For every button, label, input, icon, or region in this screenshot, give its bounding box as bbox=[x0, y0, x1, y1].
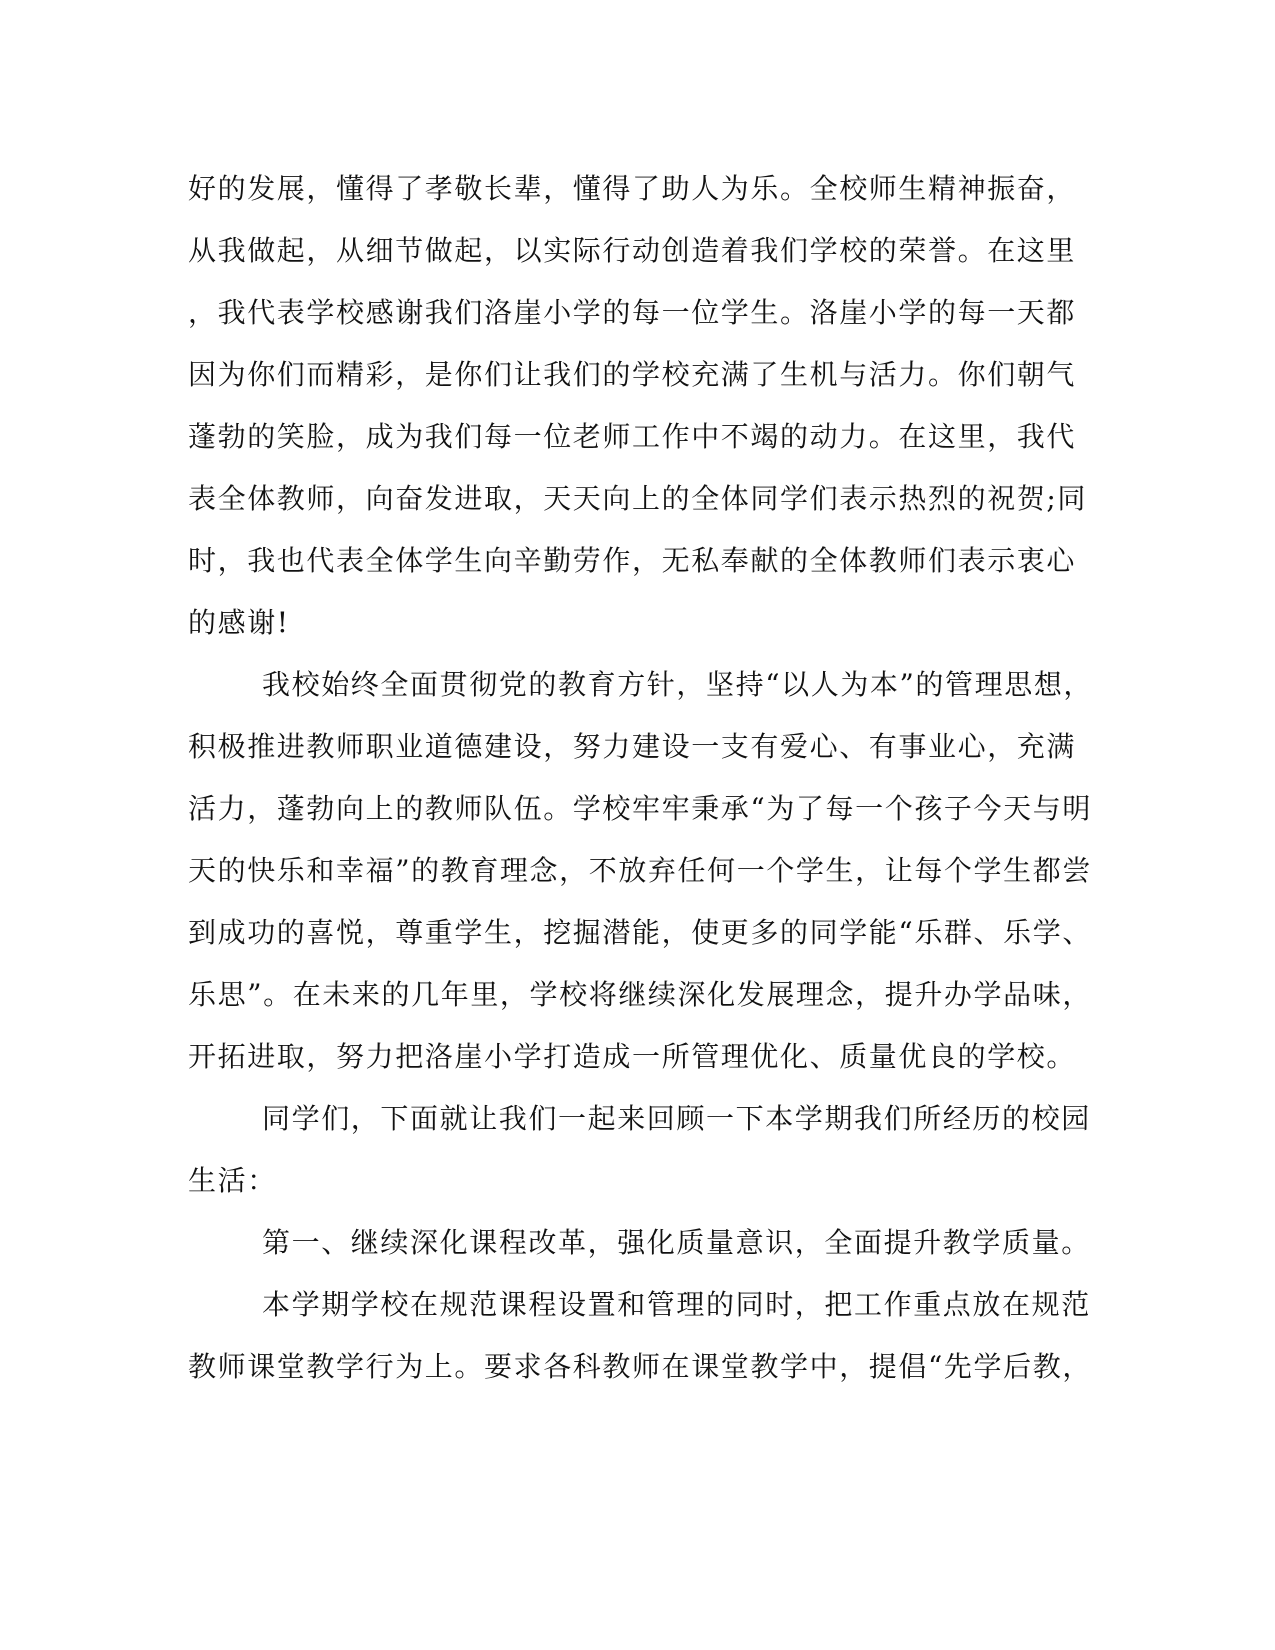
text-line-13: 到成功的喜悦，尊重学生，挖掘潜能，使更多的同学能“乐群、乐学、 bbox=[188, 916, 1092, 949]
text-line-10: 积极推进教师职业道德建设，努力建设一支有爱心、有事业心，充满 bbox=[188, 730, 1077, 763]
text-line-19: 本学期学校在规范课程设置和管理的同时，把工作重点放在规范 bbox=[262, 1288, 1091, 1321]
text-line-5: 蓬勃的笑脸，成为我们每一位老师工作中不竭的动力。在这里，我代 bbox=[188, 420, 1077, 453]
text-line-2: 从我做起，从细节做起，以实际行动创造着我们学校的荣誉。在这里 bbox=[188, 234, 1077, 267]
text-line-12: 天的快乐和幸福”的教育理念，不放弃任何一个学生，让每个学生都尝 bbox=[188, 854, 1092, 887]
text-line-4: 因为你们而精彩，是你们让我们的学校充满了生机与活力。你们朝气 bbox=[188, 358, 1077, 391]
text-line-14: 乐思”。在未来的几年里，学校将继续深化发展理念，提升办学品味， bbox=[188, 978, 1092, 1011]
text-line-15: 开拓进取，努力把洛崖小学打造成一所管理优化、质量优良的学校。 bbox=[188, 1040, 1077, 1073]
text-line-17: 生活： bbox=[188, 1164, 277, 1197]
body-text bbox=[188, 158, 1094, 1398]
text-line-6: 表全体教师，向奋发进取，天天向上的全体同学们表示热烈的祝贺;同 bbox=[188, 482, 1088, 515]
text-line-8: 的感谢! bbox=[188, 606, 290, 639]
text-line-18: 第一、继续深化课程改革，强化质量意识，全面提升教学质量。 bbox=[262, 1226, 1091, 1259]
text-line-20: 教师课堂教学行为上。要求各科教师在课堂教学中，提倡“先学后教， bbox=[188, 1350, 1092, 1383]
text-line-3: ，我代表学校感谢我们洛崖小学的每一位学生。洛崖小学的每一天都 bbox=[188, 296, 1077, 329]
text-line-9: 我校始终全面贯彻党的教育方针，坚持“以人为本”的管理思想， bbox=[262, 668, 1094, 701]
text-line-16: 同学们，下面就让我们一起来回顾一下本学期我们所经历的校园 bbox=[262, 1102, 1091, 1135]
text-line-7: 时，我也代表全体学生向辛勤劳作，无私奉献的全体教师们表示衷心 bbox=[188, 544, 1077, 577]
text-line-11: 活力，蓬勃向上的教师队伍。学校牢牢秉承“为了每一个孩子今天与明 bbox=[188, 792, 1092, 825]
text-line-1: 好的发展，懂得了孝敬长辈，懂得了助人为乐。全校师生精神振奋， bbox=[188, 172, 1077, 205]
